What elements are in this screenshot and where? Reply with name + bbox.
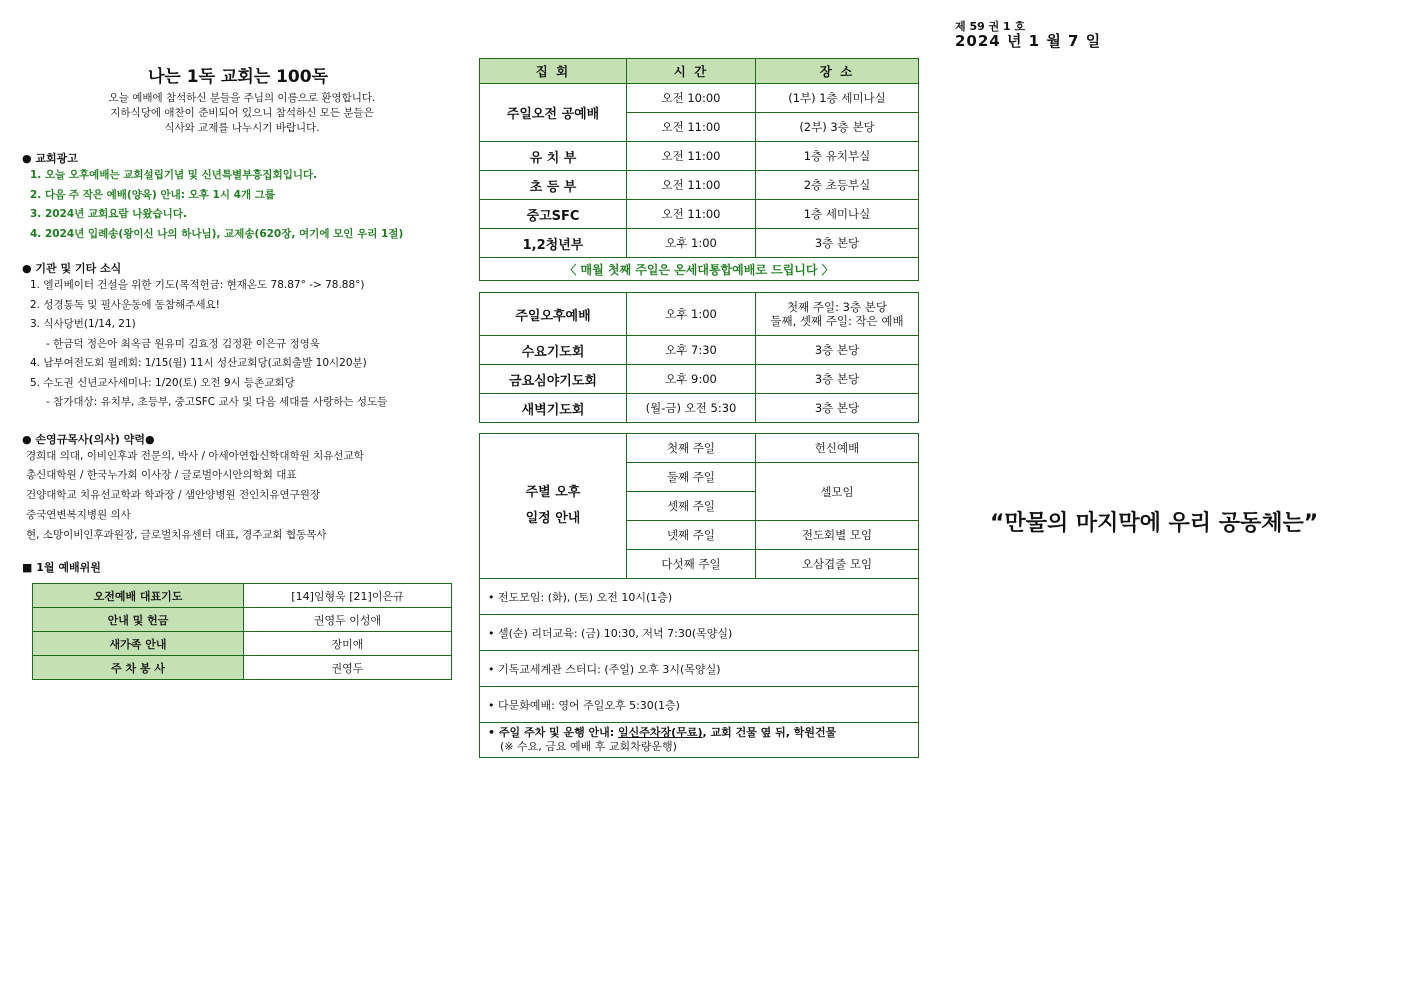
parking-suffix: , 교회 건물 옆 뒤, 학원건물 xyxy=(702,726,837,739)
header-cell: 집 회 xyxy=(480,59,627,84)
table-row xyxy=(480,651,919,687)
service-time: 오후 9:00 xyxy=(627,365,756,394)
service-time: 오후 7:30 xyxy=(627,336,756,365)
event-cell: 셀모임 xyxy=(756,463,919,521)
service-name: 1,2청년부 xyxy=(480,229,627,258)
weekly-label-line: 주별 오후 xyxy=(525,485,581,500)
org-news-heading: ● 기관 및 기타 소식 xyxy=(22,262,122,275)
week-cell: 둘째 주일 xyxy=(627,463,756,492)
left-column xyxy=(22,62,462,680)
service-place: 3층 본당 xyxy=(756,365,919,394)
service-time: 오전 11:00 xyxy=(627,200,756,229)
bio-heading: ● 손영규목사(의사) 약력● xyxy=(22,432,155,446)
week-cell: 넷째 주일 xyxy=(627,521,756,550)
welcome-line: 오늘 예배에 참석하신 분들을 주님의 이름으로 환영합니다. xyxy=(108,92,376,104)
service-name: 수요기도회 xyxy=(480,336,627,365)
org-news-subitem: - 참가대상: 유치부, 초등부, 중고SFC 교사 및 다음 세대를 사랑하는 성도들 xyxy=(46,396,388,408)
table-row xyxy=(480,84,919,113)
service-place: 2층 초등부실 xyxy=(756,171,919,200)
role-cell: 새가족 안내 xyxy=(33,632,244,656)
role-cell: 오전예배 대표기도 xyxy=(33,584,244,608)
role-cell: 안내 및 헌금 xyxy=(33,608,244,632)
table-row xyxy=(480,258,919,281)
service-place: 1층 유치부실 xyxy=(756,142,919,171)
service-name: 새벽기도회 xyxy=(480,394,627,423)
table-row xyxy=(33,656,452,680)
org-news-item: 3. 식사당번(1/14, 21) xyxy=(30,318,136,330)
table-row xyxy=(480,615,919,651)
table-row xyxy=(33,584,452,608)
names-cell: 권영두 이성애 xyxy=(244,608,452,632)
names-cell: 장미애 xyxy=(244,632,452,656)
org-news-item: 4. 남부여전도회 월례회: 1/15(월) 11시 성산교회당(교회출발 10시20분) xyxy=(30,357,367,369)
service-name: 유 치 부 xyxy=(480,142,627,171)
header-cell: 장 소 xyxy=(756,59,919,84)
bio-item: 총신대학원 / 한국누가회 이사장 / 글로벌아시안의학회 대표 xyxy=(26,469,297,482)
bio-item: 경희대 의대, 이비인후과 전문의, 박사 / 아세아연합신학대학원 치유선교학 xyxy=(26,449,364,462)
table-row xyxy=(480,293,919,336)
church-news-heading: ● 교회광고 xyxy=(22,152,78,165)
service-time: 오전 11:00 xyxy=(627,142,756,171)
table-row xyxy=(480,394,919,423)
sermon-title: “만물의 마지막에 우리 공동체는” xyxy=(990,511,1319,536)
church-news-item: 1. 오늘 오후예배는 교회설립기념 및 신년특별부흥집회입니다. xyxy=(30,169,318,181)
place-line: 첫째 주일: 3층 본당 xyxy=(787,300,887,314)
service-place: (1부) 1층 세미나실 xyxy=(756,84,919,113)
welcome-line: 지하식당에 애찬이 준비되어 있으니 참석하신 모든 분들은 xyxy=(110,107,374,119)
service-place: 3층 본당 xyxy=(756,336,919,365)
church-news-item: 2. 다음 주 작은 예배(양육) 안내: 오후 1시 4개 그룹 xyxy=(30,188,276,201)
table-row xyxy=(480,142,919,171)
bio-item: 건양대학교 치유선교학과 학과장 / 샘안양병원 전인치유연구원장 xyxy=(26,489,321,502)
worship-schedule-table xyxy=(479,58,919,281)
event-cell: 오삼겹줄 모임 xyxy=(756,550,919,579)
issue-date: 2024 년 1 월 7 일 xyxy=(955,32,1102,50)
weekly-label xyxy=(480,434,627,579)
page-title: 나는 1독 교회는 100독 xyxy=(147,67,329,87)
names-cell: 권영두 xyxy=(244,656,452,680)
names-cell: [14]임형욱 [21]이은규 xyxy=(244,584,452,608)
week-cell: 셋째 주일 xyxy=(627,492,756,521)
table-row xyxy=(480,687,919,723)
notice-cell: • 셀(순) 리더교육: (금) 10:30, 저녁 7:30(목양실) xyxy=(480,615,919,651)
service-name: 주일오전 공예배 xyxy=(480,84,627,142)
table-row xyxy=(33,608,452,632)
service-place: 1층 세미나실 xyxy=(756,200,919,229)
service-name: 초 등 부 xyxy=(480,171,627,200)
parking-prefix: • 주일 주차 및 운행 안내: xyxy=(488,726,619,739)
header-cell: 시 간 xyxy=(627,59,756,84)
table-row xyxy=(480,579,919,615)
table-row xyxy=(480,336,919,365)
service-time: 오후 1:00 xyxy=(627,293,756,336)
parking-notice xyxy=(480,723,919,758)
service-time: 오후 1:00 xyxy=(627,229,756,258)
service-time: 오전 11:00 xyxy=(627,113,756,142)
service-time: (월-금) 오전 5:30 xyxy=(627,394,756,423)
bio-item: 현, 소망이비인후과원장, 글로벌치유센터 대표, 경주교회 협동목사 xyxy=(26,528,327,541)
event-cell: 전도회별 모임 xyxy=(756,521,919,550)
service-name: 중고SFC xyxy=(480,200,627,229)
table-row xyxy=(33,632,452,656)
week-cell: 첫째 주일 xyxy=(627,434,756,463)
weekday-schedule-table xyxy=(479,292,919,423)
issue-number: 제 59 권 1 호 xyxy=(955,20,1026,33)
service-time: 오전 11:00 xyxy=(627,171,756,200)
org-news-item: 2. 성경통독 및 필사운동에 동참해주세요! xyxy=(30,298,220,311)
worship-committee-table xyxy=(32,583,452,680)
notice-cell: • 다문화예배: 영어 주일오후 5:30(1층) xyxy=(480,687,919,723)
role-cell: 주 차 봉 사 xyxy=(33,656,244,680)
welcome-message xyxy=(22,91,462,136)
table-header-row xyxy=(480,59,919,84)
welcome-line: 식사와 교제를 나누시기 바랍니다. xyxy=(164,122,320,134)
org-news-item: 1. 엘리베이터 건설을 위한 기도(목적헌금: 현재온도 78.87° -> 78.88°) xyxy=(30,279,365,291)
weekly-label-line: 일정 안내 xyxy=(525,511,581,526)
notice-cell: • 전도모임: (화), (토) 오전 10시(1층) xyxy=(480,579,919,615)
church-news-item: 3. 2024년 교회요람 나왔습니다. xyxy=(30,208,187,220)
worship-committee-heading: ■ 1월 예배위원 xyxy=(22,561,101,575)
service-place: 3층 본당 xyxy=(756,229,919,258)
weekly-schedule-table xyxy=(479,433,919,758)
place-line: 둘째, 셋째 주일: 작은 예배 xyxy=(770,314,904,328)
service-place xyxy=(756,293,919,336)
parking-line xyxy=(488,726,918,740)
table-row xyxy=(480,229,919,258)
week-cell: 다섯째 주일 xyxy=(627,550,756,579)
org-news-subitem: - 한금덕 정은아 최옥금 원유미 김효정 김정환 이은규 정영욱 xyxy=(46,337,320,350)
event-cell: 헌신예배 xyxy=(756,434,919,463)
table-row xyxy=(480,723,919,758)
parking-note: (※ 수요, 금요 예배 후 교회차량운행) xyxy=(500,740,677,753)
table-row xyxy=(480,434,919,463)
table-row xyxy=(480,171,919,200)
service-place: 3층 본당 xyxy=(756,394,919,423)
parking-lot-name: 일신주차장(무료) xyxy=(618,726,703,739)
service-name: 주일오후예배 xyxy=(480,293,627,336)
table-row xyxy=(480,365,919,394)
service-place: (2부) 3층 본당 xyxy=(756,113,919,142)
church-news-item: 4. 2024년 입례송(왕이신 나의 하나님), 교제송(620장, 여기에 모인 우리 1절) xyxy=(30,227,404,240)
org-news-item: 5. 수도권 신년교사세미나: 1/20(토) 오전 9시 등촌교회당 xyxy=(30,376,295,389)
integrated-worship-note: 〈 매월 첫째 주일은 온세대통합예배로 드립니다 〉 xyxy=(480,258,919,281)
table-row xyxy=(480,200,919,229)
notice-cell: • 기독교세계관 스터디: (주일) 오후 3시(목양실) xyxy=(480,651,919,687)
bio-item: 중국연변복지병원 의사 xyxy=(26,508,131,521)
service-time: 오전 10:00 xyxy=(627,84,756,113)
service-name: 금요심야기도회 xyxy=(480,365,627,394)
